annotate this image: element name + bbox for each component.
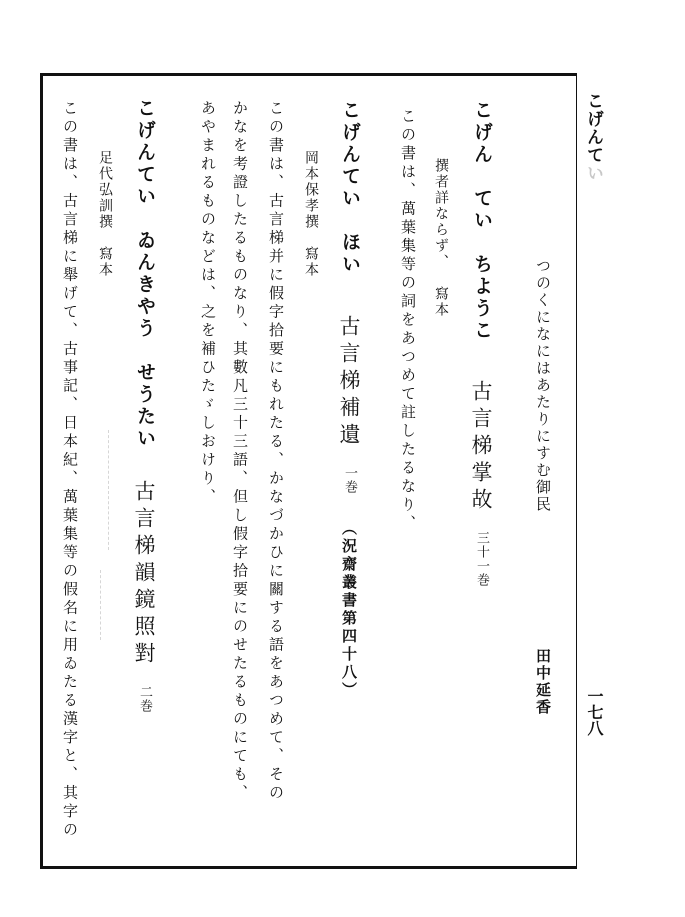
entry-series: （況齋叢書第四十八） bbox=[340, 520, 358, 700]
entry-volumes: 三十一巻 bbox=[474, 531, 489, 587]
entry-body-line: あやまれるものなどは、之を補ひたゞしおけり、 bbox=[199, 100, 217, 507]
entry-heading: こげんてい ゐんきやう せうたい bbox=[134, 98, 156, 450]
running-title: つのくになにはあたりにすむ御民 bbox=[534, 258, 552, 513]
entry-author: 岡本保孝撰 bbox=[303, 150, 319, 230]
entry-author: 撰者詳ならず、 bbox=[433, 158, 449, 270]
header-kana-bold: こげんて bbox=[583, 92, 603, 164]
entry-title: 古言梯掌故 bbox=[469, 380, 493, 515]
show-through-mark bbox=[100, 570, 101, 640]
show-through-mark bbox=[108, 430, 109, 550]
entry-meta bbox=[304, 150, 318, 278]
entry-title: 古言梯補遺 bbox=[337, 315, 361, 450]
running-author: 田中延香 bbox=[534, 648, 552, 716]
running-header-kana bbox=[584, 92, 601, 182]
entry-manuscript-type: 寫本 bbox=[433, 286, 449, 318]
entry-body-line: この書は、萬葉集等の詞をあつめて註したるなり、 bbox=[399, 108, 417, 534]
entry-body-line: この書は、古言梯に舉げて、古事記、日本紀、萬葉集等の假名に用ゐたる漢字と、其字の bbox=[61, 100, 79, 840]
entry-meta bbox=[98, 150, 112, 278]
entry-title-line bbox=[470, 380, 491, 587]
entry-body-line: かなを考證したるものなり、其數凡三十三語、但し假字拾要にのせたるものにても、 bbox=[231, 100, 249, 803]
entry-manuscript-type: 寫本 bbox=[303, 246, 319, 278]
entry-heading: こげんてい ほい bbox=[339, 100, 361, 276]
entry-title: 古言梯韻鏡照對 bbox=[132, 480, 156, 669]
entry-heading: こげん てい ちようこ bbox=[471, 100, 493, 342]
entry-volumes: 一巻 bbox=[342, 466, 357, 494]
entry-author: 足代弘訓撰 bbox=[97, 150, 113, 230]
entry-meta bbox=[434, 158, 448, 318]
entry-volumes: 二巻 bbox=[137, 685, 152, 713]
page-number: 一七八 bbox=[585, 688, 604, 736]
header-kana-faint: い bbox=[583, 164, 603, 182]
entry-title-line bbox=[133, 480, 154, 713]
entry-manuscript-type: 寫本 bbox=[97, 246, 113, 278]
entry-body-line: この書は、古言梯并に假字拾要にもれたる、かなづかひに關する語をあつめて、その bbox=[267, 100, 285, 803]
entry-title-line bbox=[338, 315, 359, 700]
